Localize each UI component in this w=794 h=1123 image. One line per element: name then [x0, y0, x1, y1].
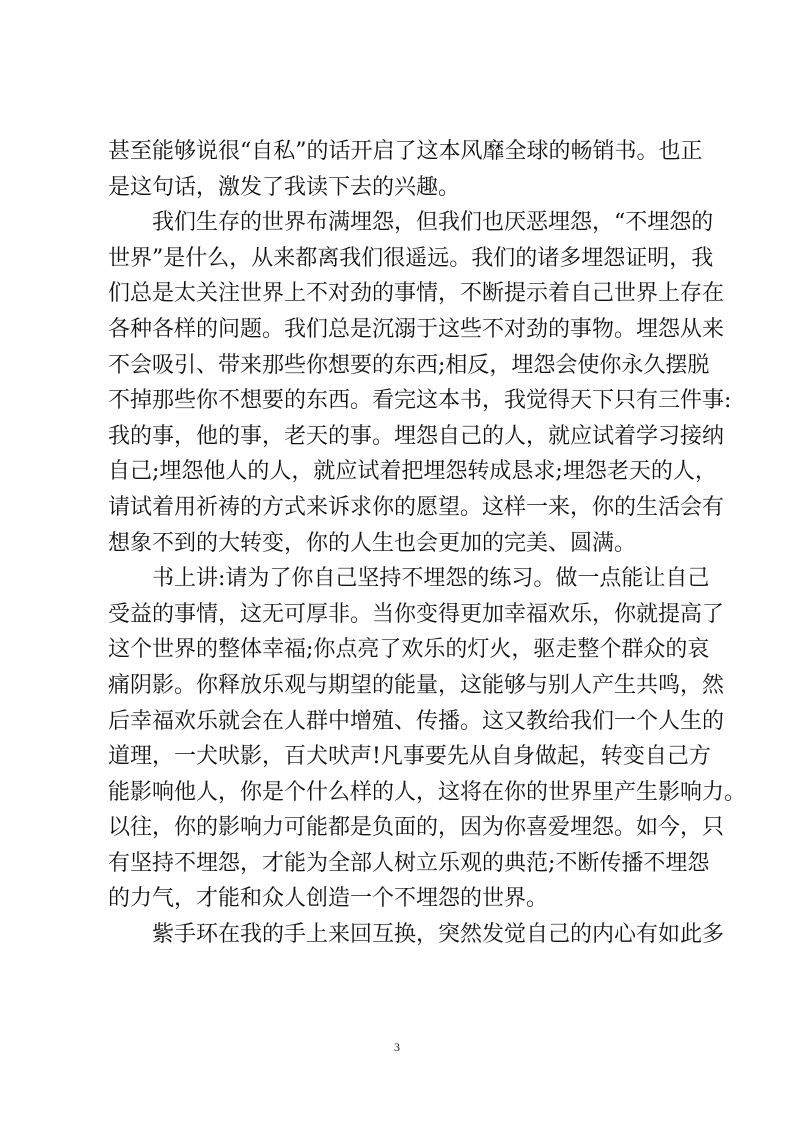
text-line: 想象不到的大转变，你的人生也会更加的完美、圆满。: [108, 530, 637, 556]
text-line: 我的事，他的事，老天的事。埋怨自己的人，就应试着学习接纳: [108, 423, 725, 449]
text-line: 道理，一犬吠影，百犬吠声!凡事要先从自身做起，转变自己方: [108, 744, 711, 770]
text-line: 的力气，才能和众人创造一个不埋怨的世界。: [108, 886, 549, 912]
text-line: 甚至能够说很“自私”的话开启了这本风靡全球的畅销书。也正: [108, 139, 703, 164]
text-line: 我们生存的世界布满埋怨，但我们也厌恶埋怨，“不埋怨的: [152, 210, 714, 236]
text-line: 不会吸引、带来那些你想要的东西;相反，埋怨会使你永久摆脱: [108, 352, 710, 378]
text-line: 这个世界的整体幸福;你点亮了欢乐的灯火，驱走整个群众的哀: [108, 637, 710, 663]
text-line: 受益的事情，这无可厚非。当你变得更加幸福欢乐，你就提高了: [108, 601, 725, 627]
text-line: 能影响他人，你是个什么样的人，这将在你的世界里产生影响力。: [108, 779, 747, 805]
text-line: 痛阴影。你释放乐观与期望的能量，这能够与别人产生共鸣，然: [108, 672, 725, 698]
text-line: 们总是太关注世界上不对劲的事情，不断提示着自己世界上存在: [108, 281, 725, 307]
text-line: 世界”是什么，从来都离我们很遥远。我们的诸多埋怨证明，我: [108, 245, 714, 271]
page-number: 3: [394, 1040, 400, 1054]
text-line: 书上讲:请为了你自己坚持不埋怨的练习。做一点能让自己: [152, 566, 710, 592]
body-text: [108, 134, 747, 953]
text-line: 各种各样的问题。我们总是沉溺于这些不对劲的事物。埋怨从来: [108, 316, 725, 342]
text-line: 以往，你的影响力可能都是负面的，因为你喜爱埋怨。如今，只: [108, 815, 725, 841]
text-line: 紫手环在我的手上来回互换，突然发觉自己的内心有如此多: [152, 922, 725, 948]
text-line: 自己;埋怨他人的人，就应试着把埋怨转成恳求;埋怨老天的人，: [108, 459, 717, 485]
text-line: 请试着用祈祷的方式来诉求你的愿望。这样一来，你的生活会有: [108, 494, 725, 520]
text-line: 有坚持不埋怨，才能为全部人树立乐观的典范;不断传播不埋怨: [108, 850, 710, 876]
text-line: 后幸福欢乐就会在人群中增殖、传播。这又教给我们一个人生的: [108, 708, 725, 734]
text-line: 不掉那些你不想要的东西。看完这本书，我觉得天下只有三件事:: [108, 388, 732, 414]
text-line: 是这句话，激发了我读下去的兴趣。: [108, 174, 461, 200]
